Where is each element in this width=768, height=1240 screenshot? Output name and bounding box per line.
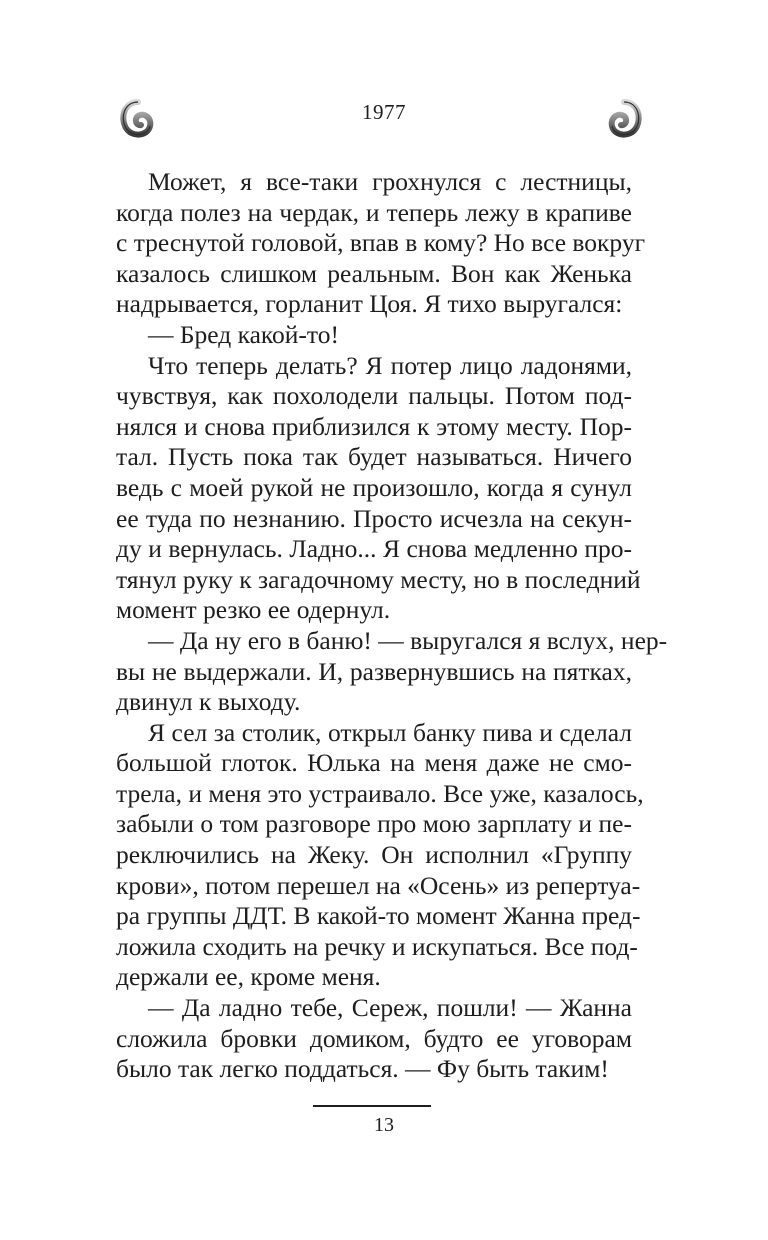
text-line: ее туда по незнанию. Просто исчезла на секун- <box>116 503 632 533</box>
text-line: Что теперь делать? Я потер лицо ладонями, <box>148 350 632 380</box>
text-line: двинул к выходу. <box>116 687 301 717</box>
body-text <box>116 167 668 1085</box>
text-line: когда полез на чердак, и теперь лежу в крапиве <box>116 197 632 227</box>
text-line: тянул руку к загадочному месту, но в последний <box>116 564 641 594</box>
text-line: чувствуя, как похолодели пальцы. Потом под- <box>116 381 632 411</box>
text-line: Я сел за столик, открыл банку пива и сделал <box>148 717 632 747</box>
text-line: забыли о том разговоре про мою зарплату и пе- <box>116 809 632 839</box>
paragraph <box>116 625 668 718</box>
paragraph <box>116 350 641 626</box>
running-header <box>0 88 768 148</box>
text-line: нялся и снова приблизился к этому месту. Пор- <box>116 411 632 441</box>
text-line: казалось слишком реальным. Вон как Женька <box>116 258 632 288</box>
paragraph <box>116 320 632 351</box>
page-number: 13 <box>374 1114 394 1136</box>
text-line: вы не выдержали. И, развернувшись на пятках, <box>116 656 632 686</box>
paragraph <box>116 717 644 993</box>
paragraph <box>116 167 646 320</box>
text-line: держали ее, кроме меня. <box>116 962 381 992</box>
header-title: 1977 <box>362 100 406 124</box>
text-line: Может, я все-таки грохнулся с лестницы, <box>148 167 632 196</box>
paragraph <box>116 993 632 1085</box>
text-line: надрывается, горланит Цоя. Я тихо выругался: <box>116 289 623 319</box>
text-line: ведь с моей рукой не произошло, когда я сунул <box>116 472 632 502</box>
right-swirl-ornament-icon <box>526 96 646 140</box>
text-line: большой глоток. Юлька на меня даже не смо- <box>116 748 632 778</box>
text-line: момент резко ее одернул. <box>116 595 391 625</box>
footer-rule <box>313 1105 431 1107</box>
text-line: ду и вернулась. Ладно... Я снова медленно про- <box>116 534 632 564</box>
text-line: ра группы ДДТ. В какой-то момент Жанна пред- <box>116 901 641 931</box>
text-line: реключились на Жеку. Он исполнил «Группу <box>116 840 632 870</box>
text-line: с треснутой головой, впав в кому? Но все вокруг <box>116 228 646 258</box>
text-line: крови», потом перешел на «Осень» из репертуа- <box>116 870 641 900</box>
text-line: трела, и меня это устраивало. Все уже, казалось, <box>116 778 644 808</box>
text-line: — Бред какой-то! <box>148 319 339 349</box>
text-line: сложила бровки домиком, будто ее уговорам <box>116 1023 632 1053</box>
text-line: — Да ну его в баню! — выругался я вслух, нер- <box>148 625 668 655</box>
text-line: тал. Пусть пока так будет называться. Ничего <box>116 442 632 472</box>
text-line: — Да ладно тебе, Сереж, пошли! — Жанна <box>148 993 632 1023</box>
text-line: было так легко поддаться. — Фу быть таким! <box>116 1054 609 1084</box>
text-line: ложила сходить на речку и искупаться. Все под- <box>116 931 638 961</box>
